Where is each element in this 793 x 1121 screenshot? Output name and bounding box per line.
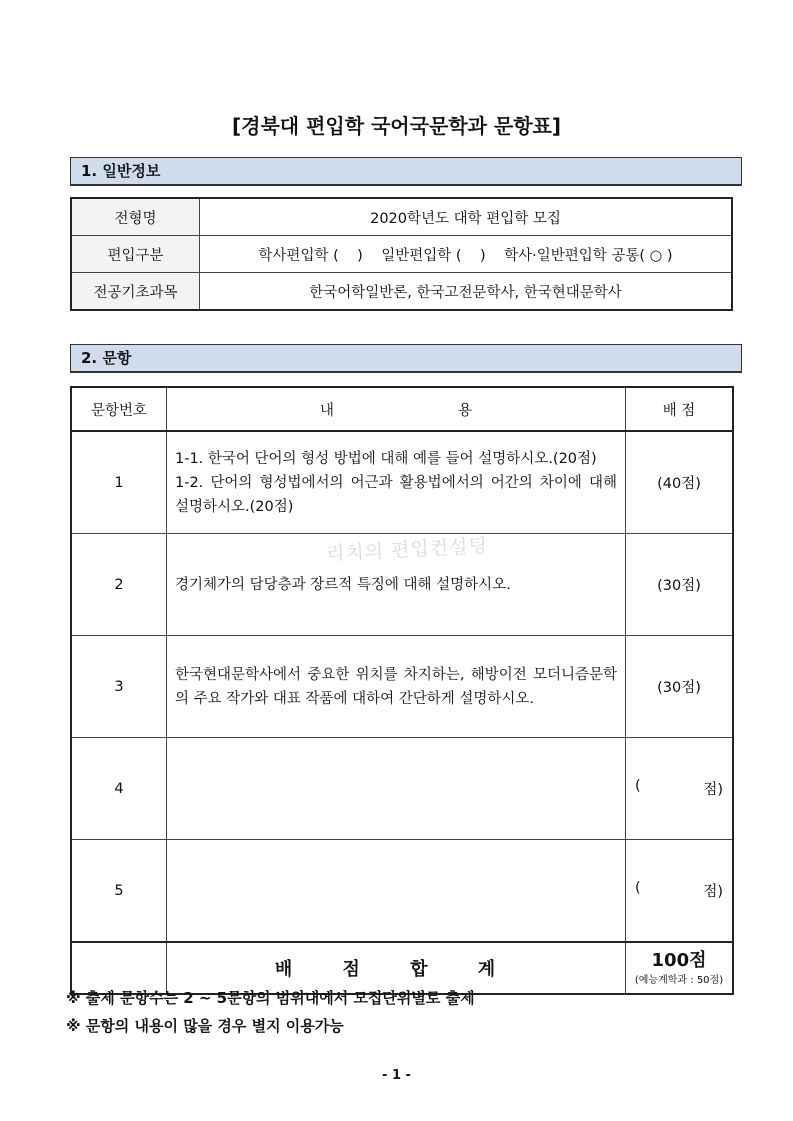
watermark: 리치의 편입컨설팅 [325,534,489,566]
question-score [626,840,734,943]
question-no: 4 [71,738,167,840]
score-open: ( [635,778,641,794]
table-header-row [71,387,733,431]
page-title: [경북대 편입학 국어국문학과 문항표] [232,114,561,138]
row-value: 한국어학일반론, 한국고전문학사, 한국현대문학사 [200,273,733,311]
table-row [71,636,733,738]
question-text: 경기체가의 담당층과 장르적 특징에 대해 설명하시오. [175,576,511,593]
header-no: 문항번호 [71,387,167,431]
question-text: 한국현대문학사에서 중요한 위치를 차지하는, 해방이전 모더니즘문학의 주요 작가와 대표 작품에 대하여 간단하게 설명하시오. [175,666,617,707]
table-row [71,198,732,236]
questions-table [70,386,734,995]
table-row [71,431,733,534]
section-general-info-heading: 1. 일반정보 [70,157,742,186]
table-row [71,273,732,311]
table-row [71,738,733,840]
question-text: 1-2. 단어의 형성법에서의 어근과 활용법에서의 어간의 차이에 대해 설명하시오.(20점) [175,474,617,515]
general-info-table [70,197,733,311]
question-text: 1-1. 한국어 단어의 형성 방법에 대해 예를 들어 설명하시오.(20점) [175,450,597,467]
note-1: ※ 출제 문항수는 2 ~ 5문항의 범위내에서 모집단위별로 출제 [66,989,475,1007]
total-score-cell [626,942,734,994]
question-score: (30점) [626,534,734,636]
question-no: 2 [71,534,167,636]
header-content-b: 용 [457,402,472,419]
total-label: 배 점 합 계 [274,959,518,980]
question-score: (40점) [626,431,734,534]
section-questions-heading: 2. 문항 [70,344,742,373]
row-label: 편입구분 [71,236,200,273]
score-open: ( [635,880,641,896]
total-note: (예능계학과 : 50점) [634,974,724,986]
row-value: 2020학년도 대학 편입학 모집 [200,198,733,236]
table-row [71,236,732,273]
row-label: 전형명 [71,198,200,236]
question-score [626,738,734,840]
score-close: 점) [703,884,723,900]
total-value: 100점 [651,949,707,971]
header-score: 배 점 [626,387,734,431]
header-content [167,387,626,431]
question-score: (30점) [626,636,734,738]
table-row [71,840,733,943]
row-value: 학사편입학 ( ) 일반편입학 ( ) 학사·일반편입학 공통( ○ ) [200,236,733,273]
question-content [167,636,626,738]
score-close: 점) [703,782,723,798]
row-label: 전공기초과목 [71,273,200,311]
page-number: - 1 - [382,1068,411,1083]
question-no: 1 [71,431,167,534]
question-no: 5 [71,840,167,943]
question-content [167,738,626,840]
header-content-a: 내 [319,402,334,419]
note-2: ※ 문항의 내용이 많을 경우 별지 이용가능 [66,1017,344,1035]
question-no: 3 [71,636,167,738]
question-content [167,840,626,943]
question-content [167,431,626,534]
